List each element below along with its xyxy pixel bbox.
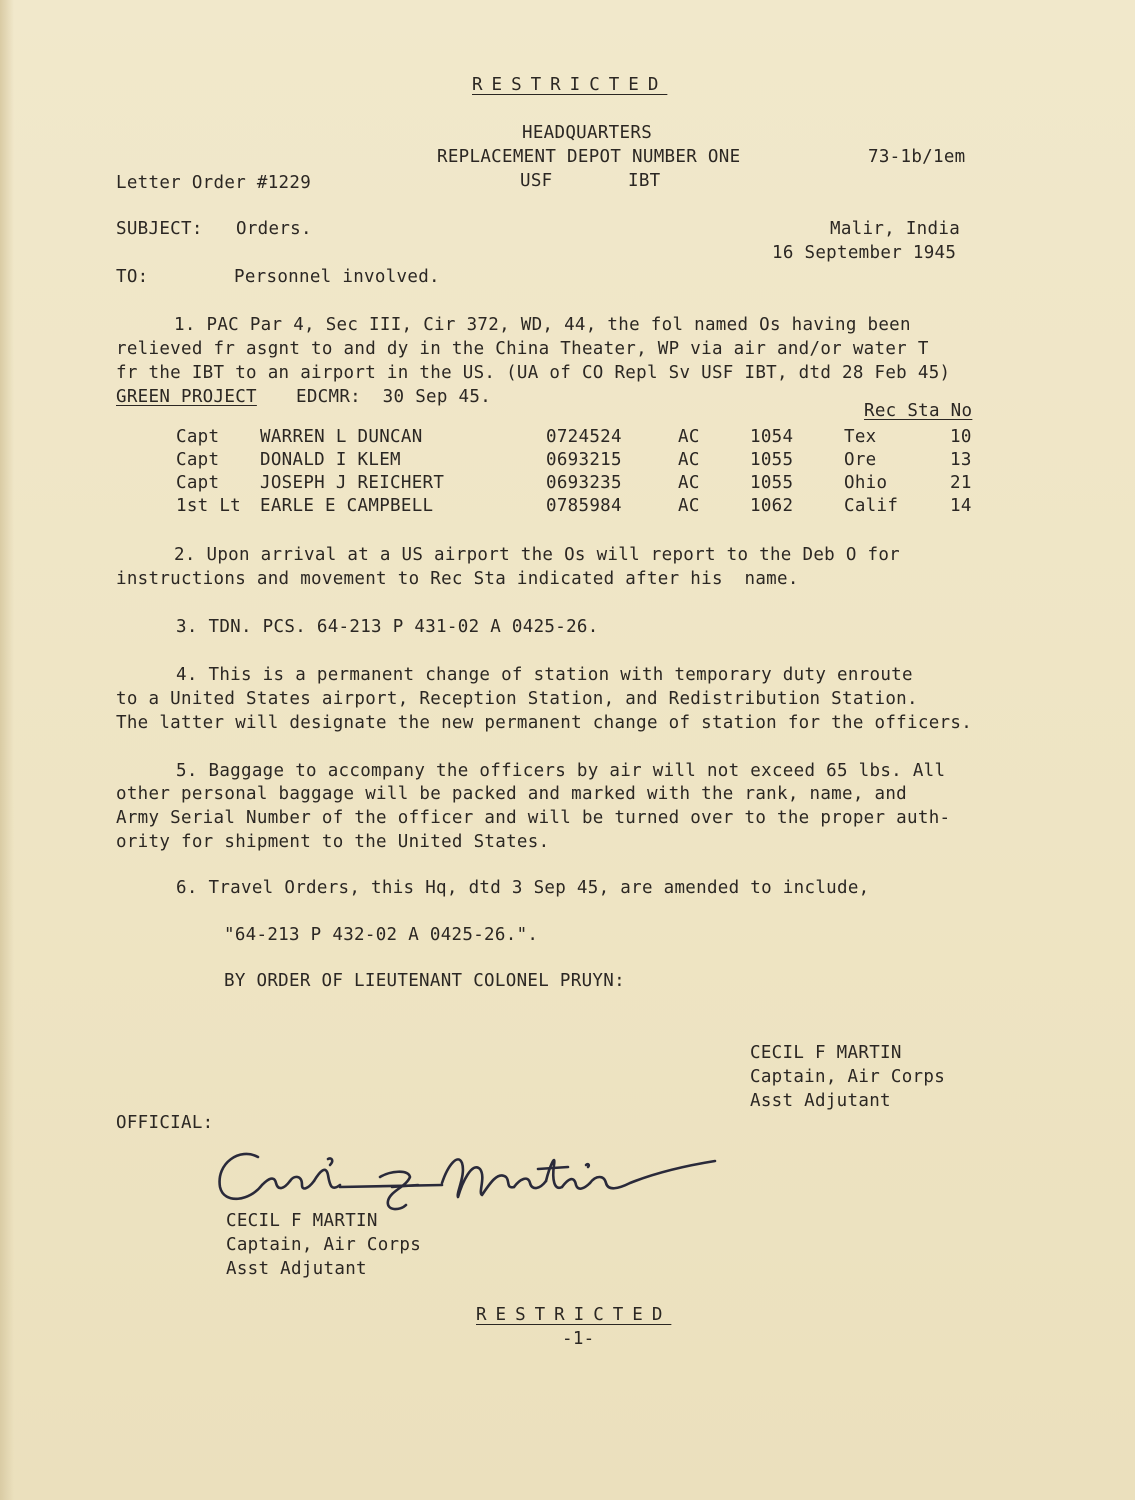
para4-line2: to a United States airport, Reception Station, and Redistribution Station.: [116, 689, 918, 709]
hq-line-1: HEADQUARTERS: [522, 123, 653, 143]
date: 16 September 1945: [772, 243, 957, 263]
serial-number: 0693235: [546, 473, 622, 493]
page-number: -1-: [562, 1329, 595, 1349]
official-signer-name: CECIL F MARTIN: [226, 1211, 378, 1231]
subject-value: Orders.: [236, 219, 312, 239]
serial-number: 0693215: [546, 450, 622, 470]
rank: Capt: [176, 450, 220, 470]
para4-line3: The latter will designate the new permanent change of station for the officers.: [116, 713, 973, 733]
para4-line1: 4. This is a permanent change of station with temporary duty enroute: [176, 665, 913, 685]
para2-line2: instructions and movement to Rec Sta indicated after his name.: [116, 569, 799, 589]
rec-sta-number: 10: [950, 427, 972, 447]
hq-line-3b: IBT: [628, 171, 661, 191]
classification-top: RESTRICTED: [472, 75, 668, 95]
paper-edge: [0, 0, 14, 1500]
para1-line2: relieved fr asgnt to and dy in the China Theater, WP via air and/or water T: [116, 339, 929, 359]
place: Malir, India: [830, 219, 961, 239]
hq-line-3a: USF: [520, 171, 553, 191]
rank: 1st Lt: [176, 496, 242, 516]
classification-bottom: RESTRICTED: [476, 1305, 672, 1325]
para5-line1: 5. Baggage to accompany the officers by air will not exceed 65 lbs. All: [176, 761, 946, 781]
official-signer-title: Captain, Air Corps: [226, 1235, 422, 1255]
state: Ore: [844, 450, 877, 470]
rec-sta-number: 21: [950, 473, 972, 493]
serial-number: 0785984: [546, 496, 622, 516]
official-signer-role: Asst Adjutant: [226, 1259, 367, 1279]
para5-line2: other personal baggage will be packed and marked with the rank, name, and: [116, 784, 908, 804]
subject-label: SUBJECT:: [116, 219, 203, 239]
rec-sta-number: 13: [950, 450, 972, 470]
to-value: Personnel involved.: [234, 267, 440, 287]
rank: Capt: [176, 473, 220, 493]
branch: AC: [678, 496, 700, 516]
green-project: GREEN PROJECT: [116, 387, 257, 407]
signer-title: Captain, Air Corps: [750, 1067, 946, 1087]
code: 1055: [750, 450, 794, 470]
branch: AC: [678, 450, 700, 470]
para5-line4: ority for shipment to the United States.: [116, 832, 550, 852]
official-label: OFFICIAL:: [116, 1113, 214, 1133]
state: Calif: [844, 496, 899, 516]
state: Tex: [844, 427, 877, 447]
para1-line3: fr the IBT to an airport in the US. (UA of CO Repl Sv USF IBT, dtd 28 Feb 45): [116, 363, 951, 383]
rank: Capt: [176, 427, 220, 447]
officer-name: WARREN L DUNCAN: [260, 427, 423, 447]
para6-line2: "64-213 P 432-02 A 0425-26.".: [224, 925, 539, 945]
serial-number: 0724524: [546, 427, 622, 447]
para3-line1: 3. TDN. PCS. 64-213 P 431-02 A 0425-26.: [176, 617, 599, 637]
officer-name: DONALD I KLEM: [260, 450, 401, 470]
branch: AC: [678, 473, 700, 493]
signer-role: Asst Adjutant: [750, 1091, 891, 1111]
para6-line1: 6. Travel Orders, this Hq, dtd 3 Sep 45, are amended to include,: [176, 878, 870, 898]
letter-order-number: Letter Order #1229: [116, 173, 312, 193]
code: 1055: [750, 473, 794, 493]
para5-line3: Army Serial Number of the officer and will be turned over to the proper auth-: [116, 808, 951, 828]
hq-line-2: REPLACEMENT DEPOT NUMBER ONE: [437, 147, 741, 167]
by-order-line: BY ORDER OF LIEUTENANT COLONEL PRUYN:: [224, 971, 625, 991]
para1-line4: EDCMR: 30 Sep 45.: [296, 387, 492, 407]
state: Ohio: [844, 473, 888, 493]
para2-line1: 2. Upon arrival at a US airport the Os will report to the Deb O for: [174, 545, 901, 565]
file-reference: 73-1b/1em: [868, 147, 966, 167]
code: 1062: [750, 496, 794, 516]
officer-name: EARLE E CAMPBELL: [260, 496, 434, 516]
rec-sta-number: 14: [950, 496, 972, 516]
officer-name: JOSEPH J REICHERT: [260, 473, 445, 493]
para1-line1: 1. PAC Par 4, Sec III, Cir 372, WD, 44, the fol named Os having been: [174, 315, 911, 335]
to-label: TO:: [116, 267, 149, 287]
signer-name: CECIL F MARTIN: [750, 1043, 902, 1063]
rec-sta-header: Rec Sta No: [864, 401, 973, 421]
branch: AC: [678, 427, 700, 447]
code: 1054: [750, 427, 794, 447]
